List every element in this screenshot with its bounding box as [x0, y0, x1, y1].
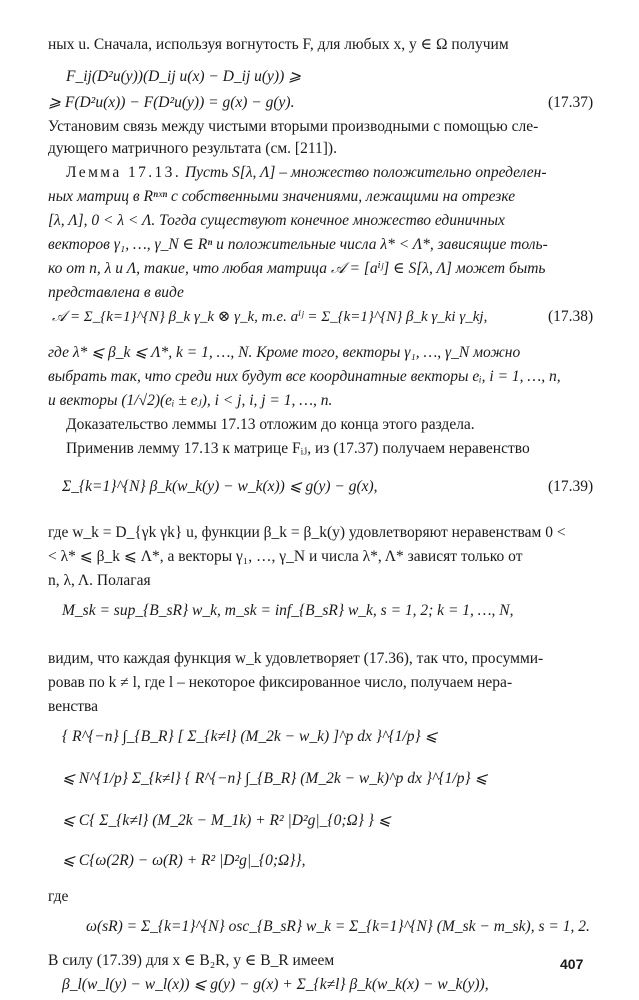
text-line: венства: [48, 698, 99, 715]
text-line: В силу (17.39) для x ∈ B₂R, y ∈ B_R имеем: [48, 952, 335, 969]
equation-number: (17.39): [548, 478, 594, 495]
text-line: где λ* ⩽ β_k ⩽ Λ*, k = 1, …, N. Кроме того, векторы γ₁, …, γ_N можно: [48, 344, 521, 361]
lemma-heading: Лемма 17.13.: [66, 164, 182, 181]
text-line: видим, что каждая функция w_k удовлетворяет (17.36), так что, просумми-: [48, 650, 544, 667]
lemma-text: Пусть S[λ, Λ] – множество положительно определен-: [184, 164, 547, 181]
text-line: ко от n, λ и Λ, такие, что любая матрица 𝒜 = [aⁱʲ] ∈ S[λ, Λ] может быть: [48, 260, 546, 277]
equation-number: (17.37): [548, 94, 594, 111]
equation-line: ω(sR) = Σ_{k=1}^{N} osc_{B_sR} w_k = Σ_{k=1}^{N} (M_sk − m_sk), s = 1, 2.: [86, 918, 590, 935]
text-line: ровав по k ≠ l, где l – некоторое фиксированное число, получаем нера-: [48, 674, 513, 691]
text-line: и векторы (1/√2)(eᵢ ± eⱼ), i < j, i, j = 1, …, n.: [48, 392, 333, 409]
equation-line: ⩽ C{ Σ_{k≠l} (M_2k − M_1k) + R² |D²g|_{0;Ω} } ⩽: [62, 812, 391, 829]
text-line: где w_k = D_{γk γk} u, функции β_k = β_k(y) удовлетворяют неравенствам 0 <: [48, 524, 566, 541]
equation-line: ⩾ F(D²u(x)) − F(D²u(y)) = g(x) − g(y).: [48, 94, 295, 111]
text-line: Применив лемму 17.13 к матрице Fᵢⱼ, из (17.37) получаем неравенство: [66, 440, 530, 457]
equation-line: M_sk = sup_{B_sR} w_k, m_sk = inf_{B_sR} w_k, s = 1, 2; k = 1, …, N,: [62, 602, 514, 619]
lemma-paragraph: [66, 164, 547, 183]
equation-line: Σ_{k=1}^{N} β_k(w_k(y) − w_k(x)) ⩽ g(y) − g(x),: [62, 478, 378, 495]
text-line: Установим связь между чистыми вторыми производными с помощью сле-: [48, 118, 539, 135]
text-line: < λ* ⩽ β_k ⩽ Λ*, а векторы γ₁, …, γ_N и числа λ*, Λ* зависят только от: [48, 548, 523, 565]
text-line: векторов γ₁, …, γ_N ∈ Rⁿ и положительные числа λ* < Λ*, зависящие толь-: [48, 236, 548, 253]
equation-line: ⩽ N^{1/p} Σ_{k≠l} { R^{−n} ∫_{B_R} (M_2k − w_k)^p dx }^{1/p} ⩽: [62, 770, 488, 787]
text-line: где: [48, 888, 69, 905]
text-line: представлена в виде: [48, 284, 184, 301]
text-line: ных u. Сначала, используя вогнутость F, для любых x, y ∈ Ω получим: [48, 36, 509, 53]
text-line: дующего матричного результата (см. [211]).: [48, 140, 337, 157]
text-line: n, λ, Λ. Полагая: [48, 572, 151, 589]
text-line: [λ, Λ], 0 < λ < Λ. Тогда существуют конечное множество единичных: [48, 212, 505, 229]
equation-line: ⩽ C{ω(2R) − ω(R) + R² |D²g|_{0;Ω}},: [62, 852, 306, 869]
equation-line: β_l(w_l(y) − w_l(x)) ⩽ g(y) − g(x) + Σ_{k≠l} β_k(w_k(x) − w_k(y)),: [62, 976, 489, 993]
equation-line: { R^{−n} ∫_{B_R} [ Σ_{k≠l} (M_2k − w_k) ]^p dx }^{1/p} ⩽: [62, 728, 438, 745]
text-line: Доказательство леммы 17.13 отложим до конца этого раздела.: [66, 416, 475, 433]
equation-line: F_ij(D²u(y))(D_ij u(x) − D_ij u(y)) ⩾: [66, 68, 302, 85]
text-line: ных матриц в Rⁿˣⁿ с собственными значениями, лежащими на отрезке: [48, 188, 516, 205]
equation-line: 𝒜 = Σ_{k=1}^{N} β_k γ_k ⊗ γ_k, т.е. aⁱʲ = Σ_{k=1}^{N} β_k γ_ki γ_kj,: [52, 309, 488, 325]
equation-number: (17.38): [548, 308, 594, 325]
page-number: 407: [560, 956, 584, 972]
text-line: выбрать так, что среди них будут все координатные векторы eᵢ, i = 1, …, n,: [48, 368, 561, 385]
